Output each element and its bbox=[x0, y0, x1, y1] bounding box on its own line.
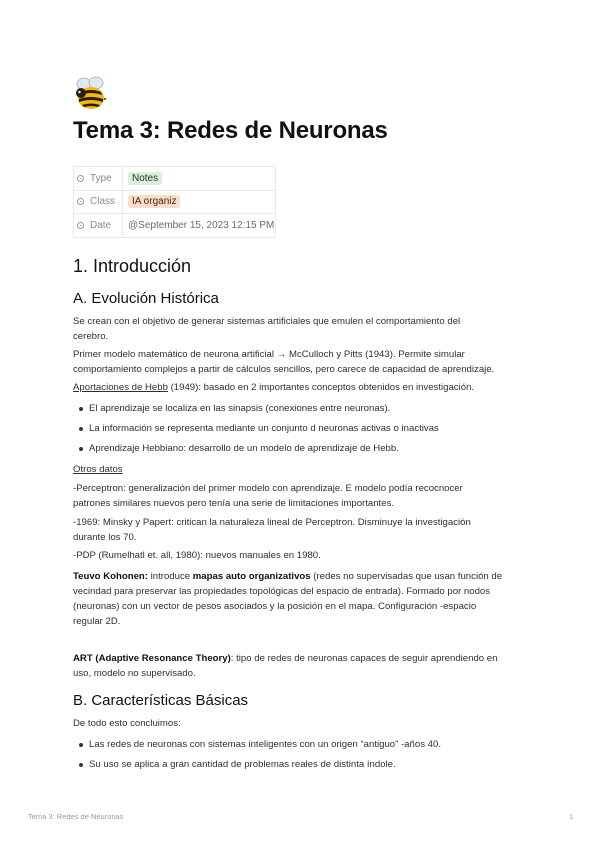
property-key: Type bbox=[74, 167, 123, 191]
property-row-type bbox=[74, 167, 276, 191]
list-item: Las redes de neuronas con sistemas inteligentes con un origen “antiguo” -años 40. bbox=[89, 737, 529, 752]
heading-caracteristicas-basicas: B. Características Básicas bbox=[73, 692, 249, 709]
paragraph-conclusion: De todo esto concluimos: bbox=[73, 718, 181, 729]
property-row-class bbox=[74, 190, 276, 214]
paragraph-kohonen: Teuvo Kohonen: introduce mapas auto organizativos (redes no supervisadas que usan función de vecindad para preservar las propiedades topológicas del espacio de entrada). Formado por nodos (neuronas) con un vector de pesos asociados y la posición en el mapa. Configuración -espacio regular 2D. bbox=[73, 571, 503, 627]
page-number: 1 bbox=[569, 812, 574, 821]
paragraph-primer-modelo: Primer modelo matemático de neurona artificial → McCulloch y Pitts (1943). Permite simular comportamiento complejos a partir de cálculos sencillos, pero carece de capacidad de aprendizaje. bbox=[73, 349, 495, 375]
paragraph-objetivo: Se crean con el objetivo de generar sistemas artificiales que emulen el comportamiento del cerebro. bbox=[73, 316, 461, 342]
date-value: @September 15, 2023 12:15 PM bbox=[128, 219, 275, 231]
otros-datos-label: Otros datos bbox=[73, 464, 123, 475]
list-item: Aprendizaje Hebbiano: desarrollo de un modelo de aprendizaje de Hebb. bbox=[89, 441, 529, 456]
paragraph-hebb: Aportaciones de Hebb (1949): basado en 2 importantes conceptos obtenidos en investigación. bbox=[73, 382, 475, 393]
list-item: El aprendizaje se localiza en las sinapsis (conexiones entre neuronas). bbox=[89, 401, 529, 416]
property-value[interactable] bbox=[123, 167, 276, 191]
properties-table bbox=[73, 166, 276, 238]
type-tag: Notes bbox=[128, 172, 162, 185]
property-key: Class bbox=[74, 190, 123, 214]
list-item: Su uso se aplica a gran cantidad de problemas reales de distinta índole. bbox=[89, 757, 529, 772]
class-tag: IA organiz bbox=[128, 195, 180, 208]
paragraph-minsky: -1969: Minsky y Papert: critican la naturaleza lineal de Perceptron. Disminuye la investigación durante los 70. bbox=[73, 517, 471, 543]
property-row-date bbox=[74, 214, 276, 238]
footer-title: Tema 3: Redes de Neuronas bbox=[28, 812, 124, 821]
heading-introduccion: 1. Introducción bbox=[73, 256, 192, 276]
property-value[interactable] bbox=[123, 214, 276, 238]
select-property-icon bbox=[77, 175, 84, 182]
list-item: La información se representa mediante un conjunto d neuronas activas o inactivas bbox=[89, 421, 529, 436]
clock-icon bbox=[77, 222, 84, 229]
property-key: Date bbox=[74, 214, 123, 238]
heading-evolucion-historica: A. Evolución Histórica bbox=[73, 290, 219, 307]
page-title: Tema 3: Redes de Neuronas bbox=[73, 117, 388, 144]
paragraph-pdp: -PDP (Rumelhatl et. all, 1980): nuevos manuales en 1980. bbox=[73, 550, 321, 561]
property-value[interactable] bbox=[123, 190, 276, 214]
select-property-icon bbox=[77, 198, 84, 205]
bee-icon bbox=[73, 76, 107, 112]
paragraph-perceptron: -Perceptron: generalización del primer modelo con aprendizaje. E modelo podía recocnocer patrones similares nuevos pero tenía una serie de limitaciones importantes. bbox=[73, 483, 463, 509]
paragraph-art: ART (Adaptive Resonance Theory): tipo de redes de neuronas capaces de seguir aprendiendo en uso, modelo no supervisado. bbox=[73, 653, 498, 679]
